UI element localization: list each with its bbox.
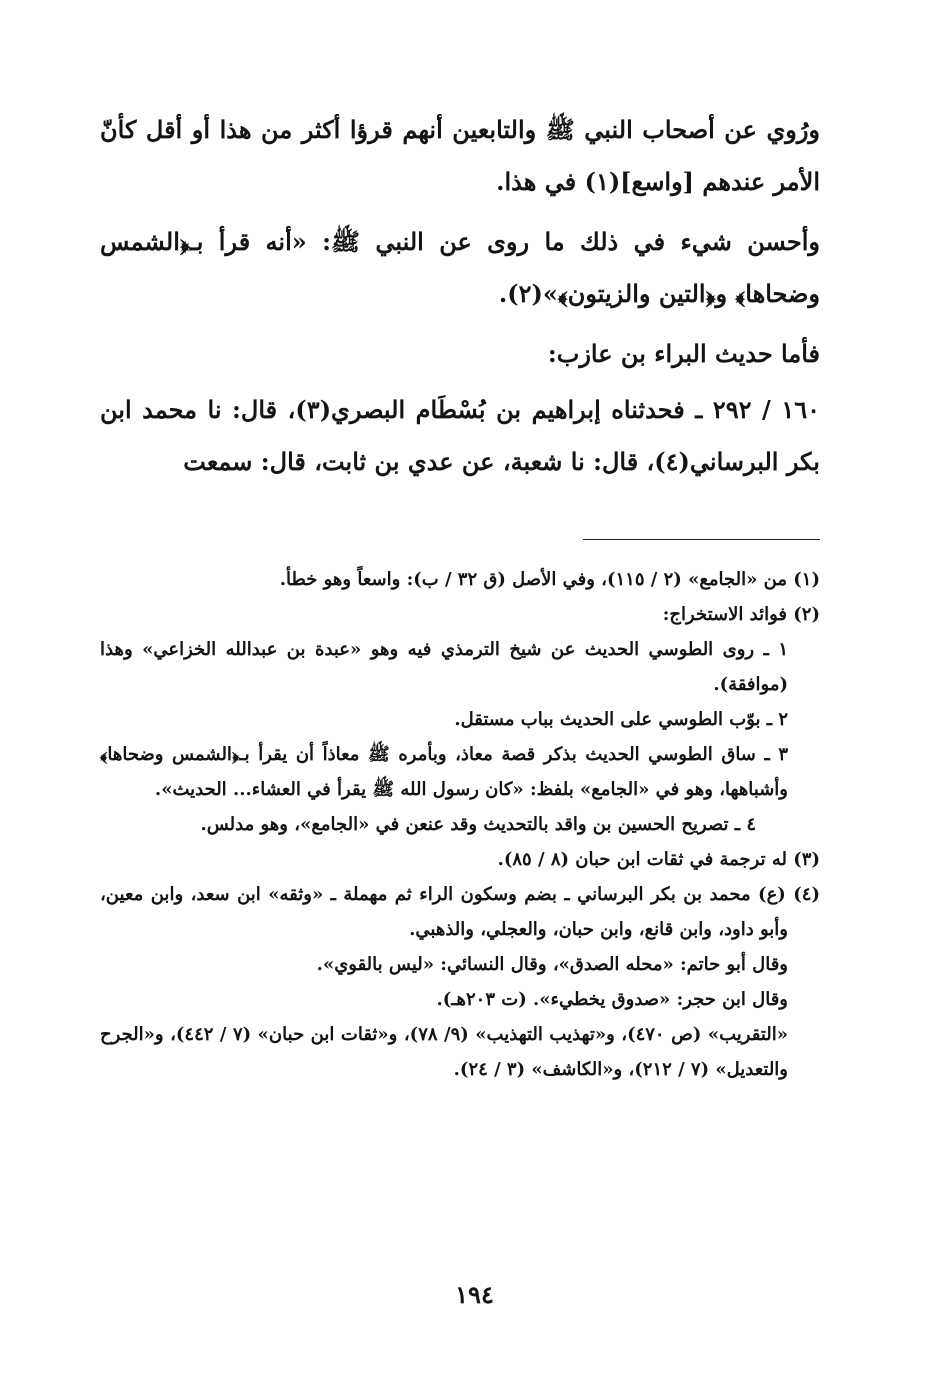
footnote-2-point-3: ٣ ـ ساق الطوسي الحديث بذكر قصة معاذ، وبأمره ﷺ معاذاً أن يقرأ بـ﴿الشمس وضحاها﴾ وأشباهها، وهو في «الجامع» بلفظ: «كان رسول الله ﷺ يقرأ في العشاء... الحديث». <box>100 744 788 800</box>
page-number: ١٩٤ <box>455 1280 494 1309</box>
footnote-2-heading: (٢) فوائد الاستخراج: <box>662 604 820 625</box>
main-paragraph-3: فأما حديث البراء بن عازب: <box>547 339 820 368</box>
footnote-2-point-4: ٤ ـ تصريح الحسين بن واقد بالتحديث وقد عنعن في «الجامع»، وهو مدلس. <box>200 814 756 835</box>
footnotes-section <box>100 562 820 1087</box>
footnote-4: (٤) (ع) محمد بن بكر البرساني ـ بضم وسكون الراء ثم مهملة ـ «وثقه» ابن سعد، وابن معين، وأبو داود، وابن قانع، وابن حبان، والعجلي، والذهبي. <box>100 884 820 940</box>
footnote-1: (١) من «الجامع» (٢ / ١١٥)، وفي الأصل (ق ٣٢ / ب): واسعاً وهو خطأ. <box>279 569 820 590</box>
footnote-2-point-2: ٢ ـ بوّب الطوسي على الحديث بباب مستقل. <box>454 709 788 730</box>
footnote-2-point-1: ١ ـ روى الطوسي الحديث عن شيخ الترمذي فيه وهو «عبدة بن عبدالله الخزاعي» وهذا (موافقة). <box>100 639 788 695</box>
footnote-3: (٣) له ترجمة في ثقات ابن حبان (٨ / ٨٥). <box>497 849 820 870</box>
main-paragraph-2: وأحسن شيء في ذلك ما روى عن النبي ﷺ: «أنه قرأ بـ﴿الشمس وضحاها﴾ و﴿التين والزيتون﴾»(٢). <box>100 227 820 308</box>
footnote-separator <box>583 539 820 540</box>
footnote-4-references: «التقريب» (ص ٤٧٠)، و«تهذيب التهذيب» (٩/ ٧٨)، و«ثقات ابن حبان» (٧ / ٤٤٢)، و«الجرح والتعديل» (٧ / ٢١٢)، و«الكاشف» (٣ / ٢٤). <box>100 1024 789 1080</box>
main-paragraph-4: ١٦٠ / ٢٩٢ ـ فحدثناه إبراهيم بن بُسْطَام البصري(٣)، قال: نا محمد ابن بكر البرساني(٤)، قال: نا شعبة، عن عدي بن ثابت، قال: سمعت <box>100 395 820 476</box>
footnote-4-line-3: وقال ابن حجر: «صدوق يخطيء». (ت ٢٠٣هـ). <box>436 989 788 1010</box>
footnote-4-line-2: وقال أبو حاتم: «محله الصدق»، وقال النسائي: «ليس بالقوي». <box>316 954 788 975</box>
main-paragraph-1: ورُوي عن أصحاب النبي ﷺ والتابعين أنهم قرؤا أكثر من هذا أو أقل كأنّ الأمر عندهم [واسع](١) في هذا. <box>100 115 820 196</box>
